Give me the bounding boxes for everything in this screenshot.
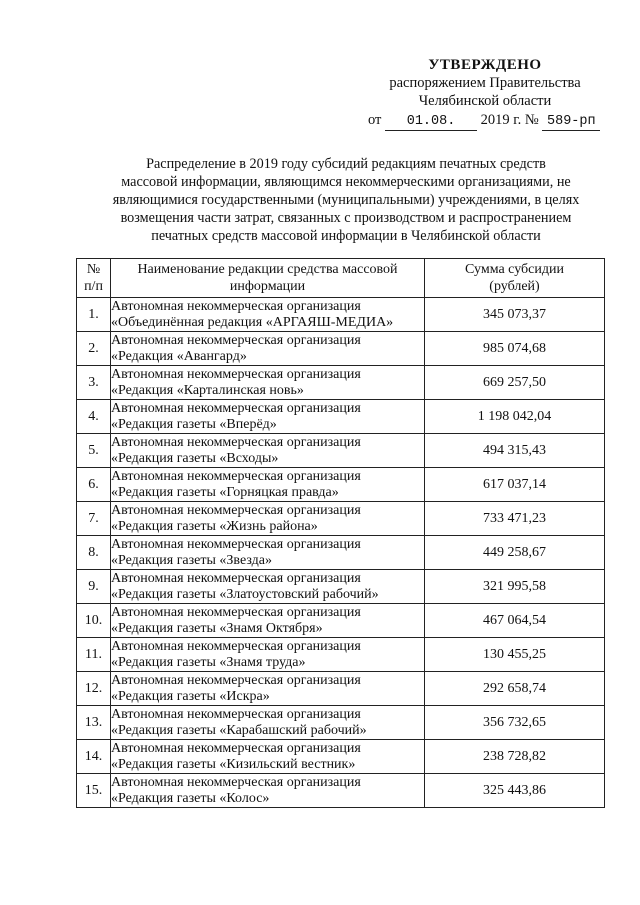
approval-line-1: распоряжением Правительства [389, 75, 581, 91]
table-row [77, 740, 605, 774]
row-number: 6. [77, 468, 111, 502]
table-row [77, 672, 605, 706]
row-number: 9. [77, 570, 111, 604]
row-number: 7. [77, 502, 111, 536]
row-org-type: Автономная некоммерческая организация [111, 434, 361, 450]
table-row [77, 570, 605, 604]
header-amount-line-2: (рублей) [489, 279, 540, 294]
row-amount: 356 732,65 [425, 706, 605, 740]
row-number: 1. [77, 298, 111, 332]
row-number: 15. [77, 774, 111, 808]
row-amount: 617 037,14 [425, 468, 605, 502]
row-org-type: Автономная некоммерческая организация [111, 298, 361, 314]
row-amount: 985 074,68 [425, 332, 605, 366]
row-organization [111, 434, 425, 468]
header-num [77, 259, 111, 298]
row-org-name: «Редакция газеты «Вперёд» [111, 416, 277, 432]
row-org-name: «Редакция газеты «Горняцкая правда» [111, 484, 339, 500]
approval-block [360, 56, 610, 131]
row-organization [111, 536, 425, 570]
row-org-name: «Редакция газеты «Кизильский вестник» [111, 756, 356, 772]
row-org-type: Автономная некоммерческая организация [111, 774, 361, 790]
row-amount: 449 258,67 [425, 536, 605, 570]
row-amount: 238 728,82 [425, 740, 605, 774]
row-amount: 467 064,54 [425, 604, 605, 638]
row-org-name: «Редакция газеты «Знамя труда» [111, 654, 306, 670]
row-organization [111, 468, 425, 502]
row-org-type: Автономная некоммерческая организация [111, 672, 361, 688]
approval-number: 589-рп [542, 114, 600, 131]
row-number: 10. [77, 604, 111, 638]
table-row [77, 536, 605, 570]
document-title [86, 155, 606, 245]
row-org-type: Автономная некоммерческая организация [111, 740, 361, 756]
row-org-type: Автономная некоммерческая организация [111, 536, 361, 552]
row-org-type: Автономная некоммерческая организация [111, 570, 361, 586]
row-org-type: Автономная некоммерческая организация [111, 604, 361, 620]
row-number: 2. [77, 332, 111, 366]
row-amount: 130 455,25 [425, 638, 605, 672]
row-number: 12. [77, 672, 111, 706]
header-name-line-2: информации [229, 279, 306, 294]
row-organization [111, 638, 425, 672]
row-org-name: «Редакция газеты «Жизнь района» [111, 518, 318, 534]
row-amount: 345 073,37 [425, 298, 605, 332]
header-amount-line-1: Сумма субсидии [465, 262, 564, 277]
header-num-line-2: п/п [84, 279, 103, 294]
header-amount [425, 259, 605, 298]
row-org-type: Автономная некоммерческая организация [111, 468, 361, 484]
row-org-type: Автономная некоммерческая организация [111, 332, 361, 348]
title-line: возмещения части затрат, связанных с производством и распространением [120, 210, 572, 226]
row-org-name: «Редакция газеты «Звезда» [111, 552, 272, 568]
title-line: массовой информации, являющимся некоммерческими организациями, не [121, 174, 571, 190]
table-row [77, 332, 605, 366]
row-organization [111, 774, 425, 808]
row-org-name: «Редакция газеты «Всходы» [111, 450, 279, 466]
row-org-name: «Редакция газеты «Знамя Октября» [111, 620, 323, 636]
row-org-type: Автономная некоммерческая организация [111, 366, 361, 382]
row-number: 8. [77, 536, 111, 570]
header-num-line-1: № [86, 262, 101, 277]
header-name-line-1: Наименование редакции средства массовой [137, 262, 398, 277]
row-org-type: Автономная некоммерческая организация [111, 400, 361, 416]
row-organization [111, 570, 425, 604]
row-organization [111, 740, 425, 774]
row-amount: 1 198 042,04 [425, 400, 605, 434]
row-number: 11. [77, 638, 111, 672]
row-number: 13. [77, 706, 111, 740]
row-org-name: «Редакция «Авангард» [111, 348, 247, 364]
title-line: печатных средств массовой информации в Челябинской области [151, 228, 541, 244]
row-organization [111, 604, 425, 638]
row-org-type: Автономная некоммерческая организация [111, 502, 361, 518]
table-header-row [77, 259, 605, 298]
table-row [77, 366, 605, 400]
table-row [77, 604, 605, 638]
row-org-name: «Редакция «Карталинская новь» [111, 382, 304, 398]
row-organization [111, 502, 425, 536]
table-row [77, 502, 605, 536]
row-amount: 669 257,50 [425, 366, 605, 400]
table-row [77, 774, 605, 808]
row-organization [111, 706, 425, 740]
table-row [77, 434, 605, 468]
table-row [77, 706, 605, 740]
row-amount: 494 315,43 [425, 434, 605, 468]
row-organization [111, 332, 425, 366]
year-text: 2019 г. № [480, 112, 539, 128]
row-amount: 325 443,86 [425, 774, 605, 808]
approval-date: 01.08. [385, 114, 477, 131]
approval-date-line [360, 111, 610, 131]
approval-line-2: Челябинской области [418, 93, 552, 109]
table-row [77, 468, 605, 502]
row-org-type: Автономная некоммерческая организация [111, 638, 361, 654]
subsidy-table [76, 258, 605, 808]
title-line: являющимися государственными (муниципальными) учреждениями, в целях [112, 192, 580, 208]
approval-heading: УТВЕРЖДЕНО [428, 57, 542, 73]
row-number: 3. [77, 366, 111, 400]
row-org-name: «Объединённая редакция «АРГАЯШ-МЕДИА» [111, 314, 394, 330]
row-organization [111, 366, 425, 400]
row-amount: 292 658,74 [425, 672, 605, 706]
row-org-type: Автономная некоммерческая организация [111, 706, 361, 722]
table-row [77, 638, 605, 672]
row-org-name: «Редакция газеты «Колос» [111, 790, 270, 806]
row-org-name: «Редакция газеты «Искра» [111, 688, 270, 704]
row-organization [111, 298, 425, 332]
row-number: 14. [77, 740, 111, 774]
row-amount: 321 995,58 [425, 570, 605, 604]
row-amount: 733 471,23 [425, 502, 605, 536]
row-number: 5. [77, 434, 111, 468]
table-row [77, 298, 605, 332]
row-organization [111, 400, 425, 434]
title-line: Распределение в 2019 году субсидий редакциям печатных средств [146, 156, 546, 172]
row-number: 4. [77, 400, 111, 434]
row-organization [111, 672, 425, 706]
table-row [77, 400, 605, 434]
date-prefix: от [368, 112, 382, 128]
header-name [111, 259, 425, 298]
row-org-name: «Редакция газеты «Карабашский рабочий» [111, 722, 367, 738]
row-org-name: «Редакция газеты «Златоустовский рабочий» [111, 586, 379, 602]
